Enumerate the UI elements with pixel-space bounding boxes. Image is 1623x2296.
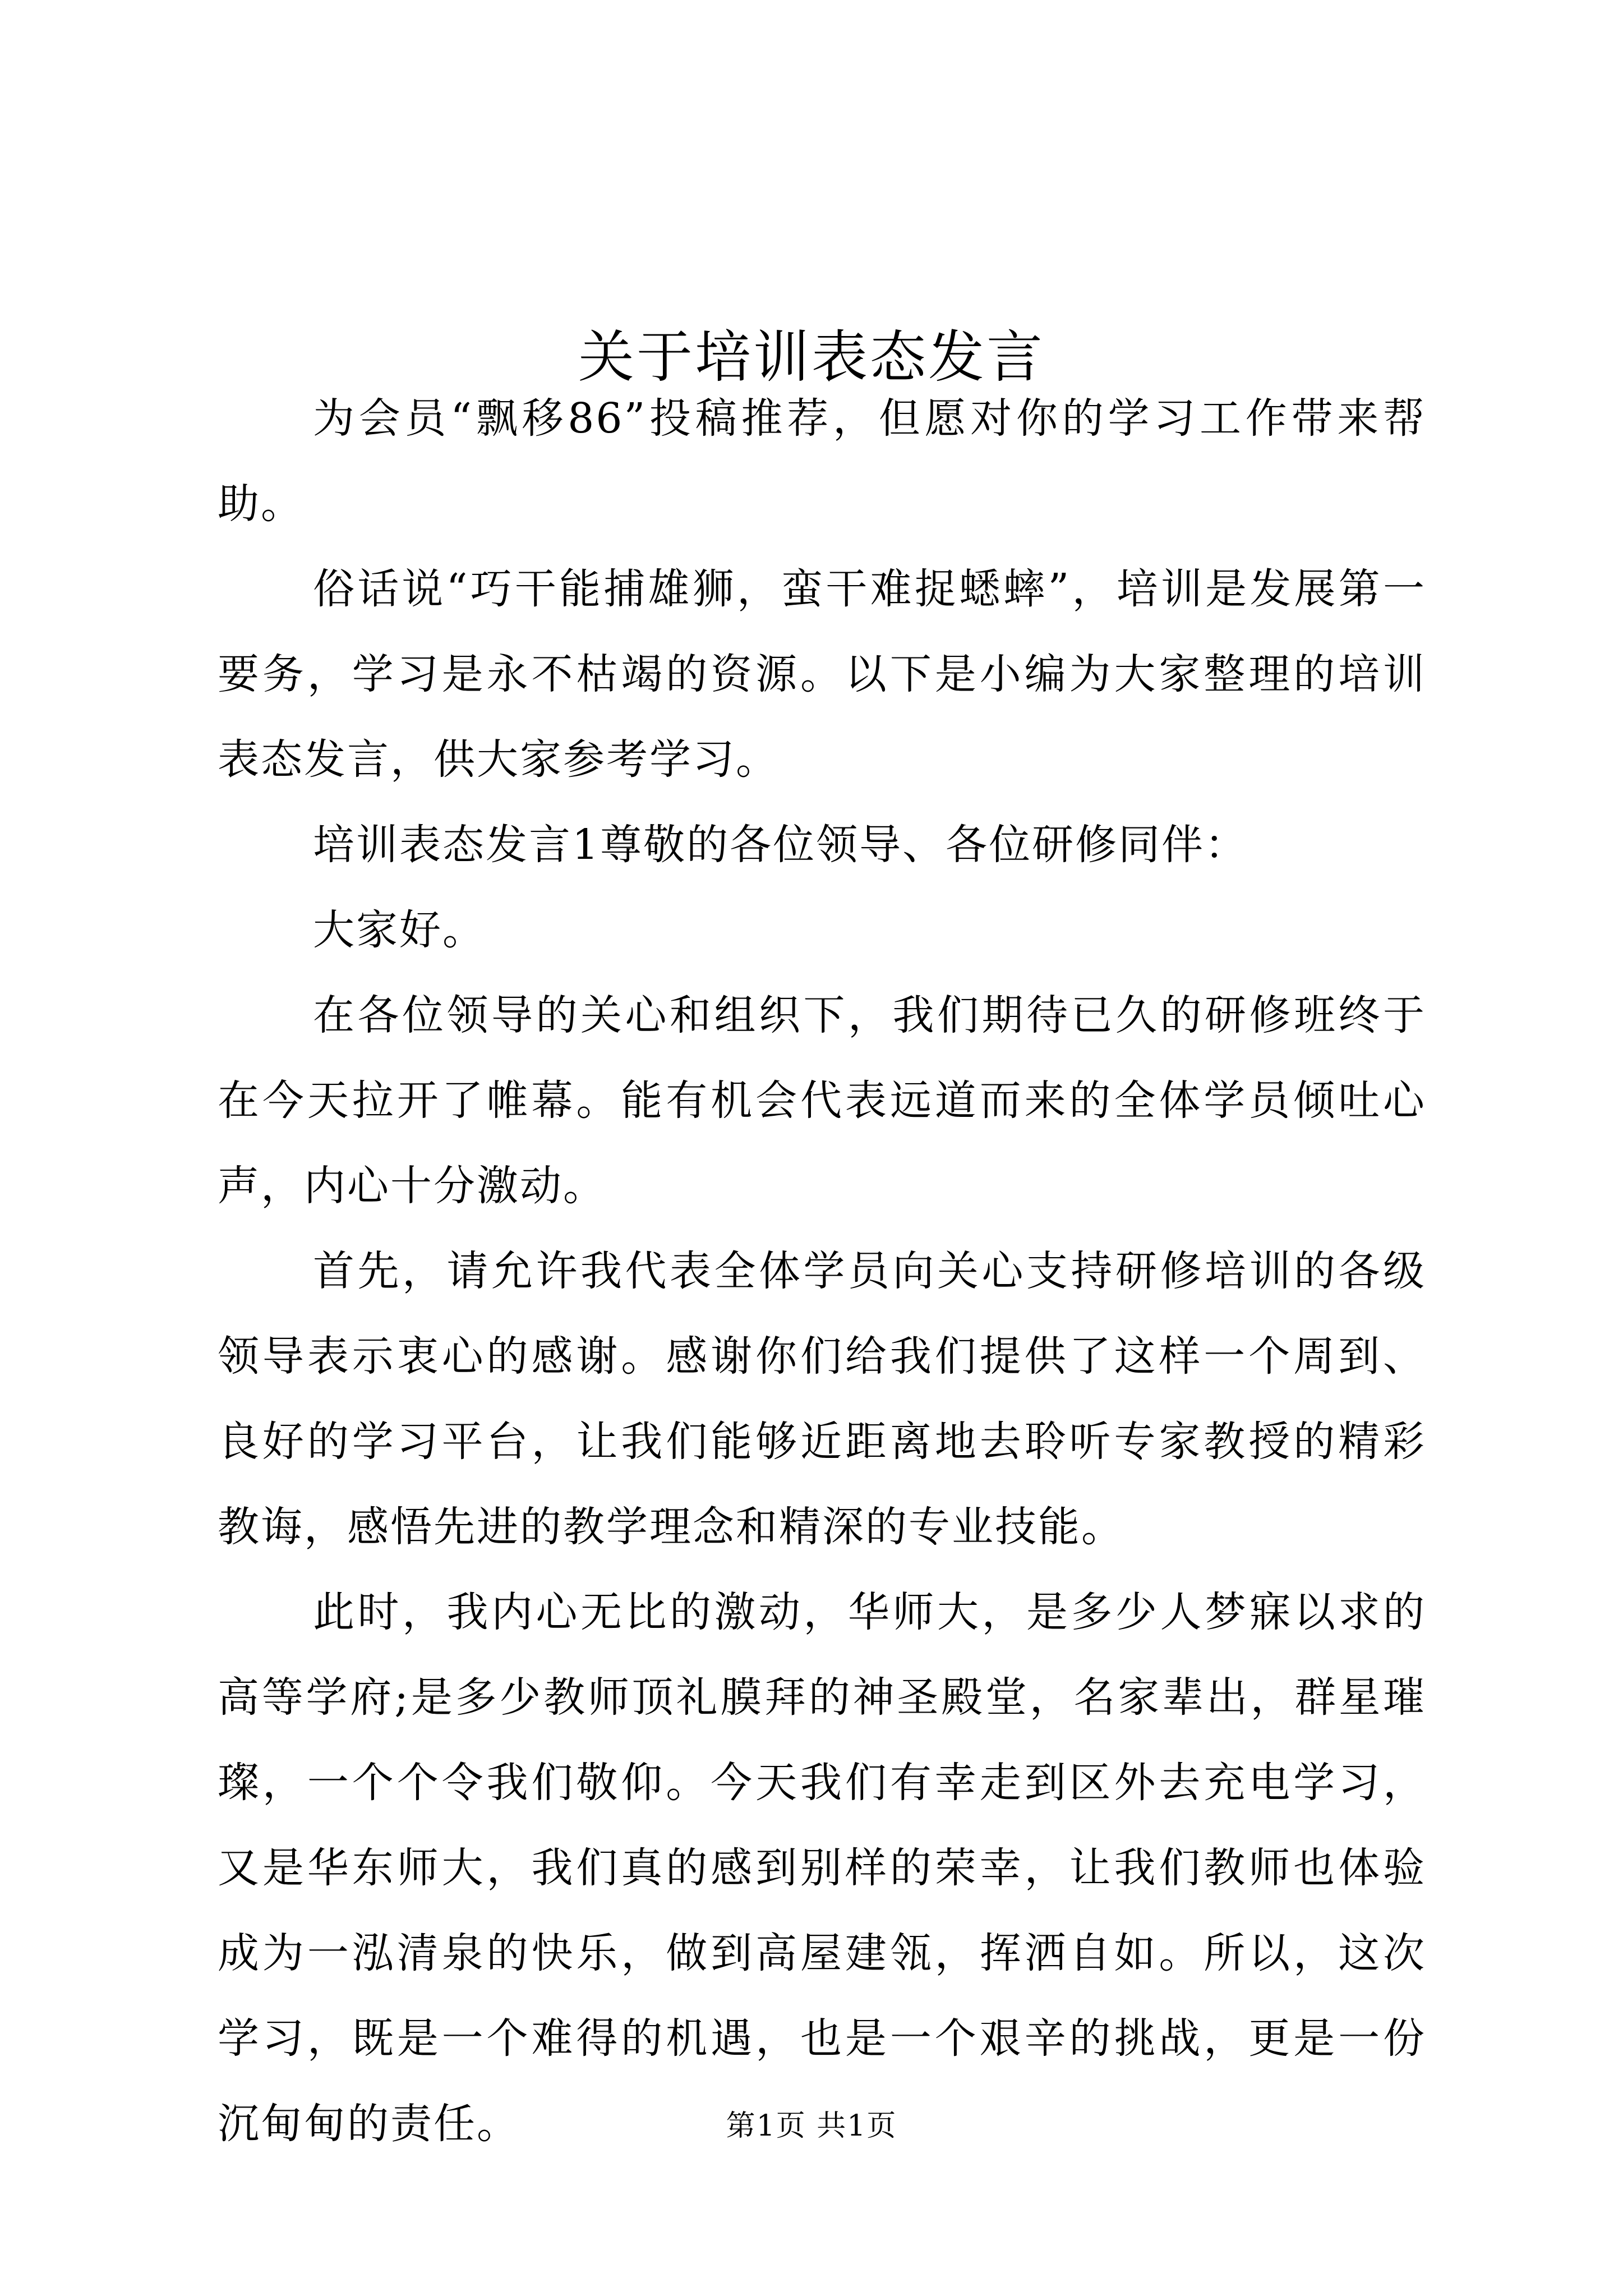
paragraph-opening: 在各位领导的关心和组织下，我们期待已久的研修班终于在今天拉开了帷幕。能有机会代表远道而来的全体学员倾吐心声，内心十分激动。 xyxy=(218,991,1426,1210)
paragraph-feelings: 此时，我内心无比的激动，华师大，是多少人梦寐以求的高等学府;是多少教师顶礼膜拜的神圣殿堂，名家辈出，群星璀璨，一个个令我们敬仰。今天我们有幸走到区外去充电学习，又是华东师大，我们真的感到别样的荣幸，让我们教师也体验成为一泓清泉的快乐，做到高屋建瓴，挥洒自如。所以，这次学习，既是一个难得的机遇，也是一个艰辛的挑战，更是一份沉甸甸的责任。 xyxy=(218,1588,1426,2148)
document-body xyxy=(218,376,1426,2166)
paragraph-proverb: 俗话说“巧干能捕雄狮，蛮干难捉蟋蟀”，培训是发展第一要务，学习是永不枯竭的资源。以下是小编为大家整理的培训表态发言，供大家参考学习。 xyxy=(218,565,1426,784)
paragraph-intro: 为会员“飘移86”投稿推荐，但愿对你的学习工作带来帮助。 xyxy=(218,394,1426,528)
paragraph-thanks: 首先，请允许我代表全体学员向关心支持研修培训的各级领导表示衷心的感谢。感谢你们给我们提供了这样一个周到、良好的学习平台，让我们能够近距离地去聆听专家教授的精彩教诲，感悟先进的教学理念和精深的专业技能。 xyxy=(218,1247,1426,1551)
page-footer: 第1页 共1页 xyxy=(726,2109,897,2143)
paragraph-speech-heading: 培训表态发言1尊敬的各位领导、各位研修同伴： xyxy=(313,821,1248,869)
document-title: 关于培训表态发言 xyxy=(578,324,1045,390)
paragraph-greeting: 大家好。 xyxy=(313,906,486,954)
